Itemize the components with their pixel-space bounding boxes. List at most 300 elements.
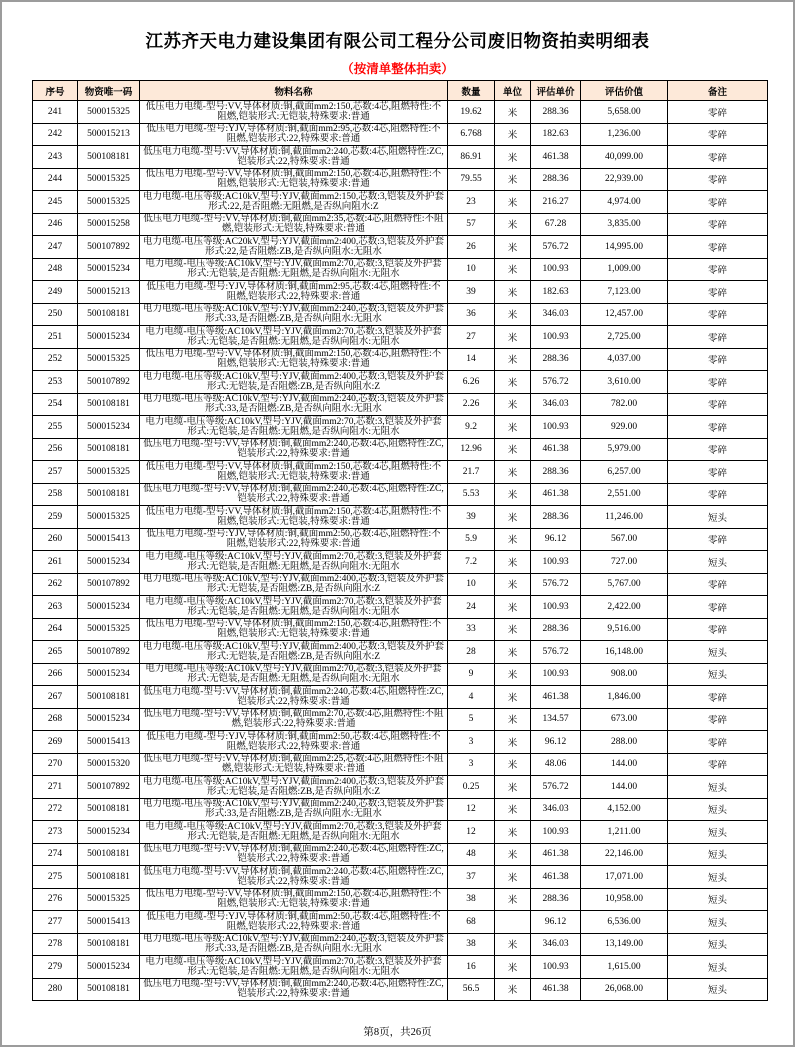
table-row <box>33 708 768 731</box>
cell-qty: 38 <box>448 933 495 956</box>
cell-value: 12,457.00 <box>581 303 668 326</box>
cell-unit-price: 288.36 <box>531 461 581 484</box>
header-row <box>33 81 768 101</box>
cell-code: 500015234 <box>78 956 140 979</box>
cell-qty: 39 <box>448 281 495 304</box>
cell-unit: 米 <box>495 708 531 731</box>
cell-qty: 56.5 <box>448 978 495 1001</box>
cell-name: 低压电力电缆-型号:YJV,导体材质:铜,截面mm2:95,芯数:4芯,阻燃特性:不阻燃,铠装形式:22,特殊要求:普通 <box>140 281 448 304</box>
cell-remark: 零碎 <box>668 348 768 371</box>
cell-unit: 米 <box>495 776 531 799</box>
cell-seq: 269 <box>33 731 78 754</box>
cell-remark: 零碎 <box>668 461 768 484</box>
cell-unit: 米 <box>495 753 531 776</box>
table-row <box>33 191 768 214</box>
table-row <box>33 393 768 416</box>
cell-seq: 248 <box>33 258 78 281</box>
cell-code: 500108181 <box>78 303 140 326</box>
cell-remark: 零碎 <box>668 618 768 641</box>
cell-code: 500108181 <box>78 483 140 506</box>
cell-code: 500015258 <box>78 213 140 236</box>
table-row <box>33 438 768 461</box>
cell-qty: 5.9 <box>448 528 495 551</box>
cell-unit: 米 <box>495 393 531 416</box>
table-row <box>33 281 768 304</box>
cell-value: 4,152.00 <box>581 798 668 821</box>
cell-name: 低压电力电缆-型号:VV,导体材质:铜,截面mm2:150,芯数:4芯,阻燃特性:不阻燃,铠装形式:无铠装,特殊要求:普通 <box>140 888 448 911</box>
table-row <box>33 956 768 979</box>
cell-qty: 21.7 <box>448 461 495 484</box>
cell-unit-price: 100.93 <box>531 821 581 844</box>
cell-unit-price: 182.63 <box>531 281 581 304</box>
table-row <box>33 123 768 146</box>
cell-remark: 零碎 <box>668 731 768 754</box>
cell-seq: 264 <box>33 618 78 641</box>
cell-remark: 零碎 <box>668 753 768 776</box>
cell-unit-price: 96.12 <box>531 528 581 551</box>
cell-unit: 米 <box>495 528 531 551</box>
auction-table <box>32 80 768 1001</box>
cell-name: 低压电力电缆-型号:VV,导体材质:铜,截面mm2:25,芯数:4芯,阻燃特性:不阻燃,铠装形式:无铠装,特殊要求:普通 <box>140 753 448 776</box>
cell-remark: 零碎 <box>668 326 768 349</box>
cell-name: 电力电缆-电压等级:AC10kV,型号:YJV,截面mm2:70,芯数:3,铠装及外护套形式:无铠装,是否阻燃:无阻燃,是否纵向阻水:无阻水 <box>140 551 448 574</box>
cell-unit: 米 <box>495 506 531 529</box>
cell-remark: 短头 <box>668 956 768 979</box>
cell-name: 电力电缆-电压等级:AC20kV,型号:YJV,截面mm2:400,芯数:3,铠装及外护套形式:22,是否阻燃:ZB,是否纵向阻水:无阻水 <box>140 236 448 259</box>
cell-unit: 米 <box>495 191 531 214</box>
table-row <box>33 933 768 956</box>
table-body <box>33 101 768 1001</box>
cell-unit: 米 <box>495 461 531 484</box>
cell-qty: 57 <box>448 213 495 236</box>
cell-unit: 米 <box>495 438 531 461</box>
cell-remark: 零碎 <box>668 213 768 236</box>
cell-qty: 37 <box>448 866 495 889</box>
cell-qty: 6.26 <box>448 371 495 394</box>
cell-value: 929.00 <box>581 416 668 439</box>
cell-name: 低压电力电缆-型号:YJV,导体材质:铜,截面mm2:50,芯数:4芯,阻燃特性:不阻燃,铠装形式:22,特殊要求:普通 <box>140 731 448 754</box>
table-row <box>33 911 768 934</box>
cell-name: 电力电缆-电压等级:AC10kV,型号:YJV,截面mm2:400,芯数:3,铠装及外护套形式:无铠装,是否阻燃:ZB,是否纵向阻水:Z <box>140 371 448 394</box>
cell-qty: 0.25 <box>448 776 495 799</box>
cell-qty: 23 <box>448 191 495 214</box>
table-row <box>33 483 768 506</box>
cell-qty: 19.62 <box>448 101 495 124</box>
cell-value: 5,658.00 <box>581 101 668 124</box>
cell-code: 500015413 <box>78 528 140 551</box>
cell-code: 500107892 <box>78 776 140 799</box>
cell-qty: 39 <box>448 506 495 529</box>
cell-unit-price: 288.36 <box>531 101 581 124</box>
cell-code: 500015325 <box>78 191 140 214</box>
cell-value: 6,257.00 <box>581 461 668 484</box>
cell-name: 低压电力电缆-型号:VV,导体材质:铜,截面mm2:240,芯数:4芯,阻燃特性:ZC,铠装形式:22,特殊要求:普通 <box>140 686 448 709</box>
cell-unit-price: 100.93 <box>531 663 581 686</box>
cell-value: 2,725.00 <box>581 326 668 349</box>
cell-value: 673.00 <box>581 708 668 731</box>
table-row <box>33 978 768 1001</box>
cell-remark: 零碎 <box>668 281 768 304</box>
cell-name: 低压电力电缆-型号:VV,导体材质:铜,截面mm2:150,芯数:4芯,阻燃特性:不阻燃,铠装形式:无铠装,特殊要求:普通 <box>140 618 448 641</box>
cell-seq: 267 <box>33 686 78 709</box>
cell-seq: 244 <box>33 168 78 191</box>
cell-seq: 250 <box>33 303 78 326</box>
cell-code: 500015234 <box>78 416 140 439</box>
cell-unit: 米 <box>495 371 531 394</box>
table-row <box>33 753 768 776</box>
cell-value: 7,123.00 <box>581 281 668 304</box>
cell-code: 500108181 <box>78 933 140 956</box>
cell-code: 500015325 <box>78 506 140 529</box>
cell-remark: 短头 <box>668 821 768 844</box>
cell-qty: 5.53 <box>448 483 495 506</box>
cell-remark: 短头 <box>668 978 768 1001</box>
cell-value: 5,979.00 <box>581 438 668 461</box>
cell-unit-price: 100.93 <box>531 956 581 979</box>
cell-seq: 268 <box>33 708 78 731</box>
cell-unit: 米 <box>495 551 531 574</box>
cell-qty: 10 <box>448 258 495 281</box>
cell-unit-price: 346.03 <box>531 933 581 956</box>
cell-name: 低压电力电缆-型号:VV,导体材质:铜,截面mm2:150,芯数:4芯,阻燃特性:不阻燃,铠装形式:无铠装,特殊要求:普通 <box>140 168 448 191</box>
cell-remark: 零碎 <box>668 416 768 439</box>
cell-remark: 零碎 <box>668 146 768 169</box>
cell-remark: 零碎 <box>668 686 768 709</box>
cell-remark: 零碎 <box>668 708 768 731</box>
table-row <box>33 821 768 844</box>
cell-code: 500015234 <box>78 821 140 844</box>
cell-remark: 短头 <box>668 933 768 956</box>
cell-remark: 零碎 <box>668 303 768 326</box>
cell-name: 低压电力电缆-型号:VV,导体材质:铜,截面mm2:150,芯数:4芯,阻燃特性:不阻燃,铠装形式:无铠装,特殊要求:普通 <box>140 101 448 124</box>
cell-seq: 257 <box>33 461 78 484</box>
cell-name: 低压电力电缆-型号:VV,导体材质:铜,截面mm2:150,芯数:4芯,阻燃特性:不阻燃,铠装形式:无铠装,特殊要求:普通 <box>140 348 448 371</box>
cell-seq: 241 <box>33 101 78 124</box>
table-row <box>33 461 768 484</box>
cell-value: 10,958.00 <box>581 888 668 911</box>
cell-unit-price: 100.93 <box>531 326 581 349</box>
cell-value: 3,610.00 <box>581 371 668 394</box>
cell-qty: 27 <box>448 326 495 349</box>
page-subtitle: （按清单整体拍卖） <box>341 62 454 76</box>
cell-value: 782.00 <box>581 393 668 416</box>
cell-remark: 零碎 <box>668 596 768 619</box>
cell-unit-price: 100.93 <box>531 258 581 281</box>
cell-code: 500015413 <box>78 731 140 754</box>
cell-seq: 277 <box>33 911 78 934</box>
table-row <box>33 416 768 439</box>
cell-value: 13,149.00 <box>581 933 668 956</box>
cell-code: 500015325 <box>78 101 140 124</box>
cell-value: 5,767.00 <box>581 573 668 596</box>
cell-qty: 14 <box>448 348 495 371</box>
cell-qty: 9.2 <box>448 416 495 439</box>
cell-unit: 米 <box>495 933 531 956</box>
table-row <box>33 303 768 326</box>
cell-remark: 短头 <box>668 911 768 934</box>
cell-value: 1,615.00 <box>581 956 668 979</box>
cell-qty: 4 <box>448 686 495 709</box>
cell-seq: 272 <box>33 798 78 821</box>
cell-name: 电力电缆-电压等级:AC10kV,型号:YJV,截面mm2:70,芯数:3,铠装及外护套形式:无铠装,是否阻燃:无阻燃,是否纵向阻水:无阻水 <box>140 663 448 686</box>
cell-remark: 短头 <box>668 798 768 821</box>
cell-unit-price: 48.06 <box>531 753 581 776</box>
cell-unit: 米 <box>495 573 531 596</box>
cell-name: 电力电缆-电压等级:AC10kV,型号:YJV,截面mm2:400,芯数:3,铠装及外护套形式:无铠装,是否阻燃:ZB,是否纵向阻水:Z <box>140 641 448 664</box>
cell-name: 低压电力电缆-型号:YJV,导体材质:铜,截面mm2:50,芯数:4芯,阻燃特性:不阻燃,铠装形式:22,特殊要求:普通 <box>140 911 448 934</box>
table-row <box>33 641 768 664</box>
cell-code: 500108181 <box>78 866 140 889</box>
cell-value: 22,939.00 <box>581 168 668 191</box>
cell-unit-price: 288.36 <box>531 348 581 371</box>
cell-qty: 38 <box>448 888 495 911</box>
cell-value: 17,071.00 <box>581 866 668 889</box>
cell-unit-price: 346.03 <box>531 798 581 821</box>
cell-unit: 米 <box>495 281 531 304</box>
cell-unit-price: 288.36 <box>531 618 581 641</box>
cell-qty: 2.26 <box>448 393 495 416</box>
cell-unit: 米 <box>495 416 531 439</box>
cell-qty: 5 <box>448 708 495 731</box>
cell-name: 电力电缆-电压等级:AC10kV,型号:YJV,截面mm2:240,芯数:3,铠装及外护套形式:33,是否阻燃:ZB,是否纵向阻水:无阻水 <box>140 393 448 416</box>
cell-unit-price: 67.28 <box>531 213 581 236</box>
cell-unit-price: 461.38 <box>531 483 581 506</box>
cell-remark: 零碎 <box>668 438 768 461</box>
cell-seq: 260 <box>33 528 78 551</box>
cell-seq: 242 <box>33 123 78 146</box>
table-row <box>33 326 768 349</box>
cell-seq: 247 <box>33 236 78 259</box>
cell-value: 1,009.00 <box>581 258 668 281</box>
cell-unit-price: 461.38 <box>531 866 581 889</box>
cell-name: 低压电力电缆-型号:VV,导体材质:铜,截面mm2:240,芯数:4芯,阻燃特性:ZC,铠装形式:22,特殊要求:普通 <box>140 146 448 169</box>
cell-unit-price: 346.03 <box>531 393 581 416</box>
table-row <box>33 663 768 686</box>
cell-seq: 271 <box>33 776 78 799</box>
cell-code: 500015234 <box>78 596 140 619</box>
cell-qty: 68 <box>448 911 495 934</box>
cell-seq: 278 <box>33 933 78 956</box>
cell-unit-price: 461.38 <box>531 978 581 1001</box>
table-row <box>33 528 768 551</box>
cell-remark: 零碎 <box>668 371 768 394</box>
cell-unit-price: 288.36 <box>531 888 581 911</box>
cell-unit: 米 <box>495 326 531 349</box>
cell-remark: 零碎 <box>668 258 768 281</box>
cell-remark: 短头 <box>668 641 768 664</box>
cell-code: 500015213 <box>78 123 140 146</box>
table-row <box>33 731 768 754</box>
cell-remark: 短头 <box>668 663 768 686</box>
cell-name: 低压电力电缆-型号:VV,导体材质:铜,截面mm2:240,芯数:4芯,阻燃特性:ZC,铠装形式:22,特殊要求:普通 <box>140 483 448 506</box>
cell-unit: 米 <box>495 956 531 979</box>
cell-seq: 252 <box>33 348 78 371</box>
cell-seq: 263 <box>33 596 78 619</box>
cell-name: 低压电力电缆-型号:YJV,导体材质:铜,截面mm2:95,芯数:4芯,阻燃特性:不阻燃,铠装形式:22,特殊要求:普通 <box>140 123 448 146</box>
cell-name: 电力电缆-电压等级:AC10kV,型号:YJV,截面mm2:70,芯数:3,铠装及外护套形式:无铠装,是否阻燃:无阻燃,是否纵向阻水:无阻水 <box>140 326 448 349</box>
cell-code: 500015234 <box>78 663 140 686</box>
table-row <box>33 551 768 574</box>
cell-unit: 米 <box>495 348 531 371</box>
table-row <box>33 798 768 821</box>
cell-unit-price: 216.27 <box>531 191 581 214</box>
cell-qty: 48 <box>448 843 495 866</box>
cell-unit: 米 <box>495 641 531 664</box>
cell-code: 500108181 <box>78 686 140 709</box>
table-row <box>33 618 768 641</box>
cell-code: 500015325 <box>78 348 140 371</box>
cell-remark: 零碎 <box>668 528 768 551</box>
cell-code: 500108181 <box>78 798 140 821</box>
table-row <box>33 506 768 529</box>
col-header-code: 物资唯一码 <box>78 81 140 101</box>
cell-unit: 米 <box>495 596 531 619</box>
cell-code: 500015325 <box>78 461 140 484</box>
cell-value: 2,551.00 <box>581 483 668 506</box>
cell-unit-price: 461.38 <box>531 686 581 709</box>
table-row <box>33 596 768 619</box>
cell-qty: 86.91 <box>448 146 495 169</box>
cell-unit: 米 <box>495 146 531 169</box>
cell-seq: 256 <box>33 438 78 461</box>
cell-seq: 279 <box>33 956 78 979</box>
cell-seq: 249 <box>33 281 78 304</box>
cell-remark: 短头 <box>668 551 768 574</box>
col-header-qty: 数量 <box>448 81 495 101</box>
cell-value: 11,246.00 <box>581 506 668 529</box>
cell-unit: 米 <box>495 731 531 754</box>
cell-name: 低压电力电缆-型号:VV,导体材质:铜,截面mm2:240,芯数:4芯,阻燃特性:ZC,铠装形式:22,特殊要求:普通 <box>140 438 448 461</box>
cell-seq: 276 <box>33 888 78 911</box>
col-header-name: 物料名称 <box>140 81 448 101</box>
cell-unit <box>495 911 531 934</box>
cell-name: 电力电缆-电压等级:AC10kV,型号:YJV,截面mm2:70,芯数:3,铠装及外护套形式:无铠装,是否阻燃:无阻燃,是否纵向阻水:无阻水 <box>140 416 448 439</box>
cell-value: 22,146.00 <box>581 843 668 866</box>
cell-seq: 275 <box>33 866 78 889</box>
cell-name: 电力电缆-电压等级:AC10kV,型号:YJV,截面mm2:70,芯数:3,铠装及外护套形式:无铠装,是否阻燃:无阻燃,是否纵向阻水:无阻水 <box>140 956 448 979</box>
cell-remark: 零碎 <box>668 123 768 146</box>
cell-name: 低压电力电缆-型号:YJV,导体材质:铜,截面mm2:50,芯数:4芯,阻燃特性:不阻燃,铠装形式:22,特殊要求:普通 <box>140 528 448 551</box>
cell-value: 4,037.00 <box>581 348 668 371</box>
table-row <box>33 843 768 866</box>
cell-code: 500108181 <box>78 843 140 866</box>
cell-name: 低压电力电缆-型号:VV,导体材质:铜,截面mm2:150,芯数:4芯,阻燃特性:不阻燃,铠装形式:无铠装,特殊要求:普通 <box>140 461 448 484</box>
table-row <box>33 236 768 259</box>
cell-value: 1,236.00 <box>581 123 668 146</box>
table-row <box>33 348 768 371</box>
cell-unit: 米 <box>495 483 531 506</box>
cell-seq: 253 <box>33 371 78 394</box>
cell-unit-price: 288.36 <box>531 168 581 191</box>
cell-code: 500108181 <box>78 978 140 1001</box>
cell-unit: 米 <box>495 866 531 889</box>
cell-value: 6,536.00 <box>581 911 668 934</box>
cell-unit-price: 288.36 <box>531 506 581 529</box>
cell-seq: 265 <box>33 641 78 664</box>
cell-unit: 米 <box>495 798 531 821</box>
cell-qty: 10 <box>448 573 495 596</box>
cell-code: 500107892 <box>78 371 140 394</box>
col-header-value: 评估价值 <box>581 81 668 101</box>
cell-code: 500107892 <box>78 236 140 259</box>
cell-code: 500015320 <box>78 753 140 776</box>
cell-remark: 零碎 <box>668 101 768 124</box>
cell-unit: 米 <box>495 258 531 281</box>
cell-code: 500015234 <box>78 551 140 574</box>
cell-code: 500107892 <box>78 573 140 596</box>
cell-qty: 24 <box>448 596 495 619</box>
cell-name: 电力电缆-电压等级:AC10kV,型号:YJV,截面mm2:240,芯数:3,铠装及外护套形式:33,是否阻燃:ZB,是否纵向阻水:无阻水 <box>140 303 448 326</box>
cell-code: 500107892 <box>78 641 140 664</box>
cell-code: 500015234 <box>78 708 140 731</box>
cell-remark: 短头 <box>668 888 768 911</box>
cell-seq: 251 <box>33 326 78 349</box>
cell-name: 电力电缆-电压等级:AC10kV,型号:YJV,截面mm2:70,芯数:3,铠装及外护套形式:无铠装,是否阻燃:无阻燃,是否纵向阻水:无阻水 <box>140 596 448 619</box>
cell-unit-price: 100.93 <box>531 596 581 619</box>
cell-value: 144.00 <box>581 776 668 799</box>
cell-seq: 255 <box>33 416 78 439</box>
cell-value: 1,211.00 <box>581 821 668 844</box>
cell-name: 低压电力电缆-型号:VV,导体材质:铜,截面mm2:150,芯数:4芯,阻燃特性:不阻燃,铠装形式:无铠装,特殊要求:普通 <box>140 506 448 529</box>
cell-seq: 270 <box>33 753 78 776</box>
cell-unit-price: 461.38 <box>531 438 581 461</box>
cell-seq: 261 <box>33 551 78 574</box>
cell-qty: 3 <box>448 753 495 776</box>
cell-unit: 米 <box>495 888 531 911</box>
cell-value: 9,516.00 <box>581 618 668 641</box>
cell-seq: 243 <box>33 146 78 169</box>
cell-unit-price: 346.03 <box>531 303 581 326</box>
cell-unit: 米 <box>495 843 531 866</box>
cell-unit-price: 461.38 <box>531 843 581 866</box>
cell-name: 电力电缆-电压等级:AC10kV,型号:YJV,截面mm2:70,芯数:3,铠装及外护套形式:无铠装,是否阻燃:无阻燃,是否纵向阻水:无阻水 <box>140 258 448 281</box>
cell-remark: 短头 <box>668 866 768 889</box>
cell-name: 低压电力电缆-型号:VV,导体材质:铜,截面mm2:240,芯数:4芯,阻燃特性:ZC,铠装形式:22,特殊要求:普通 <box>140 843 448 866</box>
cell-seq: 245 <box>33 191 78 214</box>
cell-unit-price: 182.63 <box>531 123 581 146</box>
cell-name: 电力电缆-电压等级:AC10kV,型号:YJV,截面mm2:240,芯数:3,铠装及外护套形式:33,是否阻燃:ZB,是否纵向阻水:无阻水 <box>140 798 448 821</box>
col-header-seq: 序号 <box>33 81 78 101</box>
cell-unit-price: 96.12 <box>531 731 581 754</box>
table-row <box>33 888 768 911</box>
cell-code: 500015413 <box>78 911 140 934</box>
cell-remark: 短头 <box>668 843 768 866</box>
cell-qty: 33 <box>448 618 495 641</box>
table-row <box>33 101 768 124</box>
table-row <box>33 776 768 799</box>
cell-unit-price: 576.72 <box>531 371 581 394</box>
cell-seq: 254 <box>33 393 78 416</box>
cell-qty: 12 <box>448 798 495 821</box>
cell-code: 500015234 <box>78 258 140 281</box>
cell-unit: 米 <box>495 101 531 124</box>
cell-qty: 12 <box>448 821 495 844</box>
cell-qty: 12.96 <box>448 438 495 461</box>
cell-name: 低压电力电缆-型号:VV,导体材质:铜,截面mm2:35,芯数:4芯,阻燃特性:不阻燃,铠装形式:无铠装,特殊要求:普通 <box>140 213 448 236</box>
cell-value: 4,974.00 <box>581 191 668 214</box>
cell-value: 727.00 <box>581 551 668 574</box>
col-header-unit: 单位 <box>495 81 531 101</box>
cell-name: 低压电力电缆-型号:VV,导体材质:铜,截面mm2:70,芯数:4芯,阻燃特性:不阻燃,铠装形式:22,特殊要求:普通 <box>140 708 448 731</box>
cell-unit: 米 <box>495 663 531 686</box>
table-row <box>33 686 768 709</box>
cell-value: 2,422.00 <box>581 596 668 619</box>
cell-remark: 零碎 <box>668 236 768 259</box>
cell-unit-price: 134.57 <box>531 708 581 731</box>
cell-qty: 36 <box>448 303 495 326</box>
col-header-unit-price: 评估单价 <box>531 81 581 101</box>
cell-unit-price: 100.93 <box>531 416 581 439</box>
